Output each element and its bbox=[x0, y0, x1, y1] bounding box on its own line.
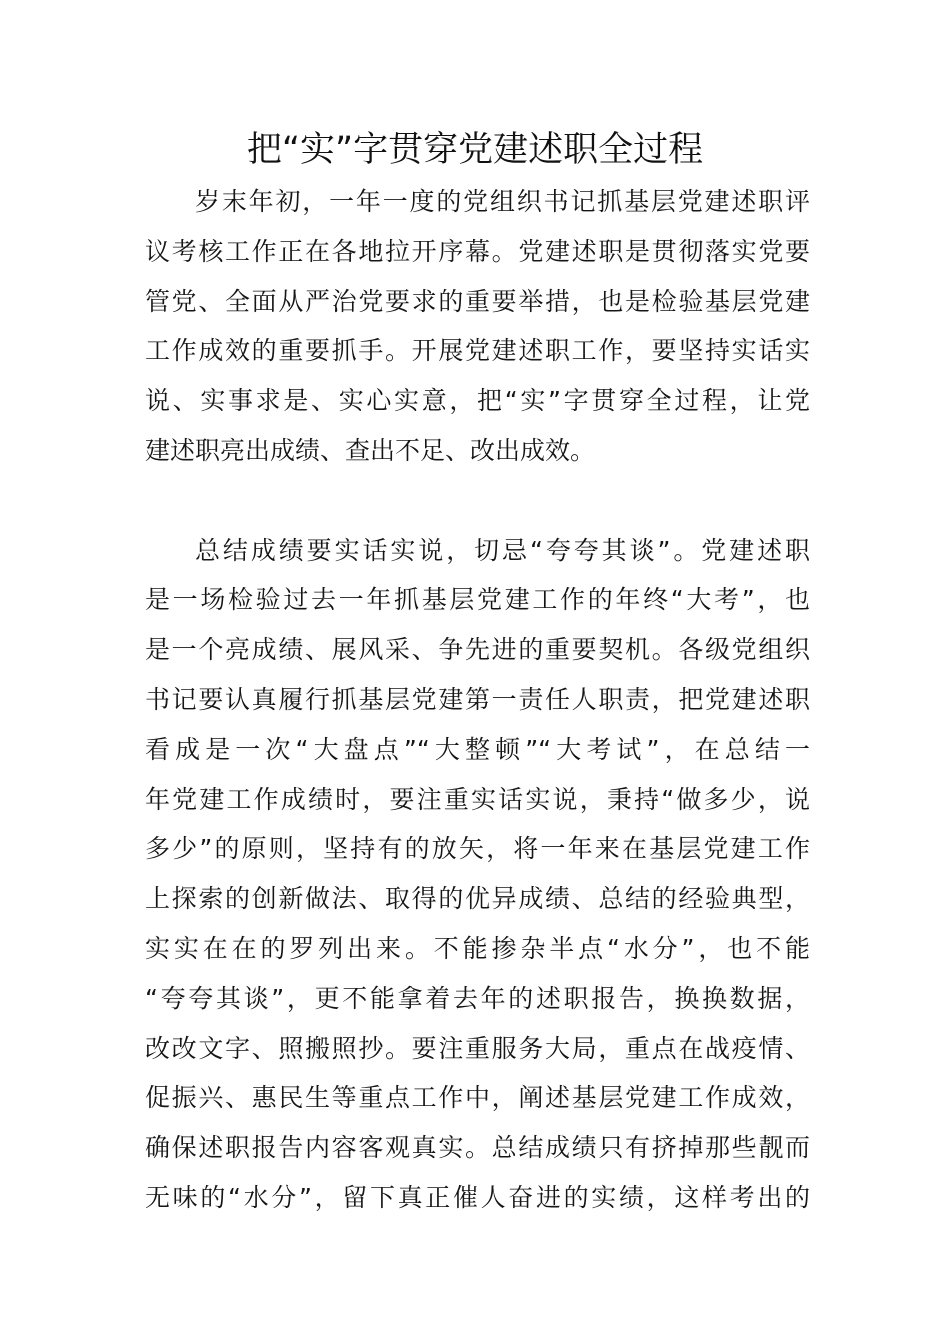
paragraph-line: 无味的“水分”，留下真正催人奋进的实绩，这样考出的 bbox=[145, 1183, 810, 1212]
paragraph-line: 上探索的创新做法、取得的优异成绩、总结的经验典型， bbox=[145, 884, 810, 913]
paragraph-line: “夸夸其谈”，更不能拿着去年的述职报告，换换数据， bbox=[145, 984, 810, 1013]
document-title: 把“实”字贯穿党建述职全过程 bbox=[246, 130, 704, 170]
paragraph-line: 工作成效的重要抓手。开展党建述职工作，要坚持实话实 bbox=[145, 336, 810, 365]
paragraph-line: 说、实事求是、实心实意，把“实”字贯穿全过程，让党 bbox=[145, 386, 810, 415]
paragraph-line: 是一场检验过去一年抓基层党建工作的年终“大考”，也 bbox=[145, 585, 810, 614]
paragraph-line: 建述职亮出成绩、查出不足、改出成效。 bbox=[145, 436, 596, 465]
paragraph-line: 改改文字、照搬照抄。要注重服务大局，重点在战疫情、 bbox=[145, 1034, 810, 1063]
paragraph-line: 书记要认真履行抓基层党建第一责任人职责，把党建述职 bbox=[145, 685, 810, 714]
paragraph-line: 管党、全面从严治党要求的重要举措，也是检验基层党建 bbox=[145, 287, 810, 316]
paragraph-line: 总结成绩要实话实说，切忌“夸夸其谈”。党建述职 bbox=[195, 536, 810, 565]
paragraph-line: 实实在在的罗列出来。不能掺杂半点“水分”，也不能 bbox=[145, 934, 810, 963]
paragraph-line: 岁末年初，一年一度的党组织书记抓基层党建述职评 bbox=[195, 187, 810, 216]
paragraph-line: 年党建工作成绩时，要注重实话实说，秉持“做多少，说 bbox=[145, 785, 810, 814]
paragraph-line: 多少”的原则，坚持有的放矢，将一年来在基层党建工作 bbox=[145, 834, 810, 863]
paragraph-line: 促振兴、惠民生等重点工作中，阐述基层党建工作成效， bbox=[145, 1083, 810, 1112]
paragraph-line: 是一个亮成绩、展风采、争先进的重要契机。各级党组织 bbox=[145, 635, 810, 664]
paragraph-line: 看成是一次“大盘点”“大整顿”“大考试”，在总结一 bbox=[145, 735, 810, 764]
paragraph-line: 议考核工作正在各地拉开序幕。党建述职是贯彻落实党要 bbox=[145, 237, 810, 266]
paragraph-line: 确保述职报告内容客观真实。总结成绩只有挤掉那些靓而 bbox=[145, 1133, 810, 1162]
